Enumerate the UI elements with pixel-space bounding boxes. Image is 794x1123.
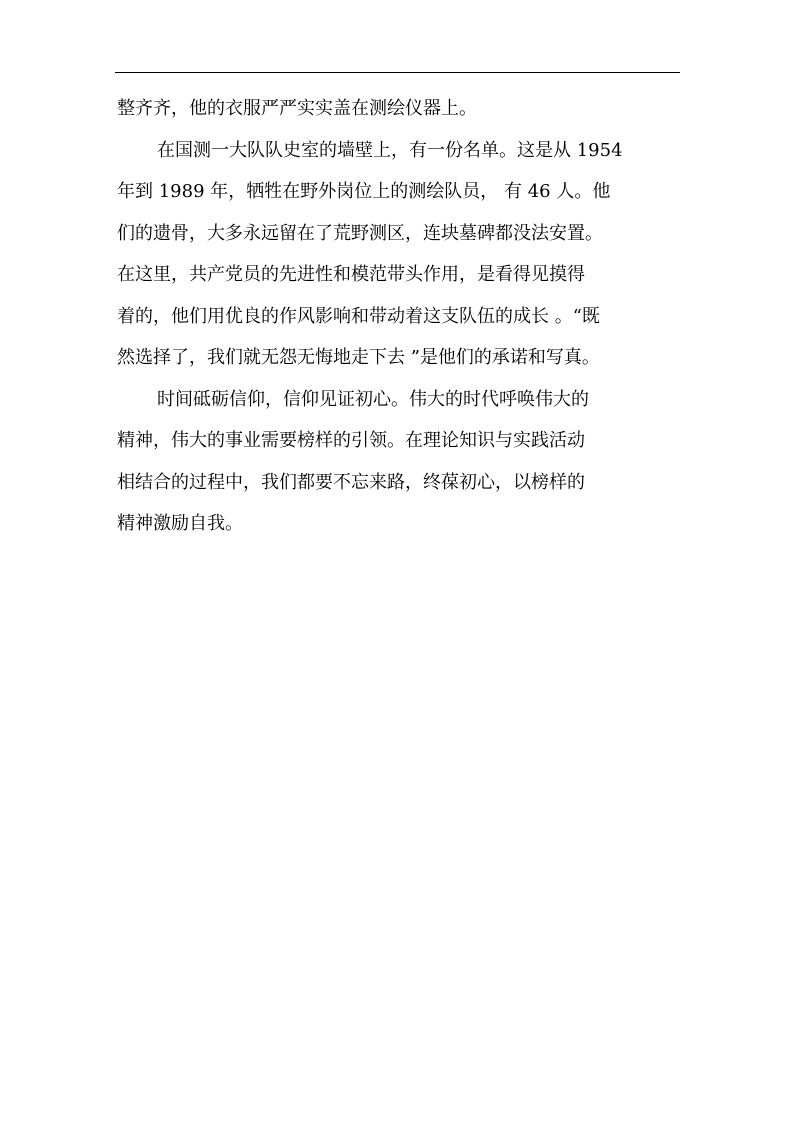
- text-line: 然选择了，我们就无怨无悔地走下去 ”是他们的承诺和写真。: [117, 347, 600, 368]
- text-line: 精神，伟大的事业需要榜样的引领。在理论知识与实践活动: [117, 430, 585, 451]
- text-line: 们的遗骨，大多永远留在了荒野测区，连块墓碑都没法安置。: [117, 222, 603, 244]
- text-line: 年到 1989 年，牺牲在野外岗位上的测绘队员， 有 46 人。他: [117, 181, 611, 202]
- text-line: 着的，他们用优良的作风影响和带动着这支队伍的成长 。“既: [117, 305, 600, 327]
- text-line: 在这里，共产党员的先进性和模范带头作用，是看得见摸得: [117, 264, 585, 285]
- text-line: 整齐齐，他的衣服严严实实盖在测绘仪器上。: [117, 98, 477, 119]
- body-text: [117, 88, 677, 545]
- text-line: 相结合的过程中，我们都要不忘来路，终葆初心，以榜样的: [117, 471, 585, 493]
- paragraph-start-line: 时间砥砺信仰，信仰见证初心。伟大的时代呼唤伟大的: [157, 388, 589, 410]
- paragraph-start-line: 在国测一大队队史室的墙壁上，有一份名单。这是从 1954: [157, 139, 623, 161]
- header-rule: [115, 72, 680, 73]
- text-line: 精神激励自我。: [117, 513, 243, 534]
